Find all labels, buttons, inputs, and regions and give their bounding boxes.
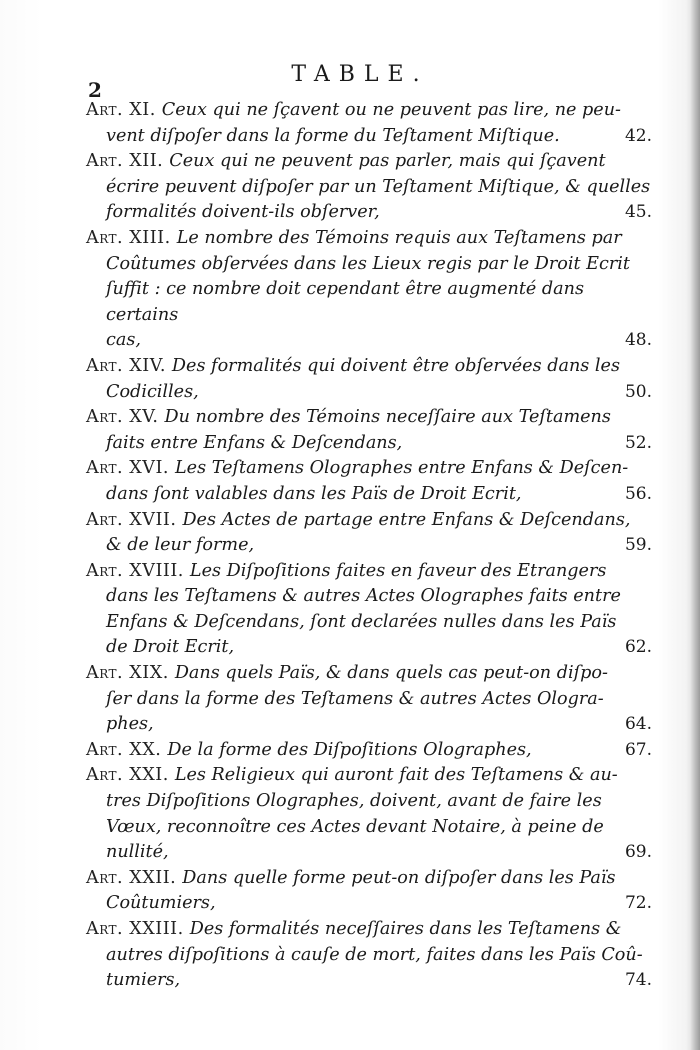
page-reference: 48. — [624, 330, 652, 351]
toc-entry — [86, 738, 652, 764]
entry-text: formalités doivent-ils obſerver, — [106, 202, 380, 223]
page-reference: 50. — [624, 381, 652, 402]
toc-entry — [86, 98, 652, 149]
article-number: Art. XI. — [86, 100, 156, 120]
toc-entry — [86, 354, 652, 405]
toc-entry-line — [86, 380, 652, 406]
table-of-contents — [86, 98, 652, 994]
page-number: 2 — [88, 78, 102, 102]
entry-text: Du nombre des Témoins neceſſaire aux Teſtamens — [164, 407, 611, 428]
article-number: Art. XVIII. — [86, 560, 184, 581]
page-reference: 74. — [624, 970, 652, 991]
entry-text: dans ſont valables dans les Païs de Droit Ecrit, — [106, 483, 522, 504]
entry-text: faits entre Enfans & Deſcendans, — [106, 432, 403, 453]
page-reference: 45. — [624, 202, 652, 223]
toc-entry-line — [86, 533, 652, 559]
entry-text: Les Diſpoſitions faites en faveur des Etrangers — [189, 560, 607, 581]
toc-entry-line — [86, 763, 652, 789]
page-reference: 42. — [624, 125, 652, 146]
article-number: Art. XVII. — [86, 509, 177, 530]
entry-text: Codicilles, — [106, 381, 199, 402]
entry-text: dans les Teſtamens & autres Actes Olographes faits entre — [106, 586, 621, 607]
toc-entry-line — [86, 891, 652, 917]
toc-entry — [86, 559, 652, 661]
entry-text: Ceux qui ne ſçavent ou ne peuvent pas lire, ne peu- — [161, 100, 621, 120]
entry-text: phes, — [106, 714, 154, 735]
toc-entry-line — [86, 584, 652, 610]
toc-entry-line — [86, 200, 652, 226]
toc-entry — [86, 917, 652, 994]
toc-entry-line — [86, 610, 652, 636]
toc-entry-line — [86, 226, 652, 252]
entry-text: ſuffit : ce nombre doit cependant être augmenté dans certains — [106, 279, 585, 325]
toc-entry — [86, 226, 652, 354]
article-number: Art. XXI. — [86, 765, 169, 786]
article-number: Art. XIX. — [86, 663, 169, 684]
toc-entry-line — [86, 917, 652, 943]
toc-entry-line — [86, 328, 652, 354]
entry-text: Des formalités qui doivent être obſervées dans les — [171, 355, 620, 376]
toc-entry — [86, 866, 652, 917]
article-number: Art. XIV. — [86, 355, 166, 376]
toc-entry — [86, 661, 652, 738]
entry-text: tres Diſpoſitions Olographes, doivent, avant de faire les — [106, 791, 602, 812]
entry-text: Coûtumiers, — [106, 893, 216, 914]
toc-entry — [86, 149, 652, 226]
entry-text: Coûtumes obſervées dans les Lieux regis par le Droit Ecrit — [106, 253, 630, 274]
toc-entry-line — [86, 815, 652, 841]
entry-text: Ceux qui ne peuvent pas parler, mais qui ſçavent — [169, 151, 606, 172]
article-number: Art. XV. — [86, 407, 159, 428]
toc-entry-line — [86, 738, 652, 764]
page-reference: 72. — [624, 893, 652, 914]
toc-entry-line — [86, 866, 652, 892]
binding-shadow — [690, 0, 700, 1050]
toc-entry-line — [86, 98, 652, 124]
entry-text: nullité, — [106, 842, 169, 863]
toc-entry-line — [86, 124, 652, 150]
entry-text: écrire peuvent diſpoſer par un Teſtament Miſtique, & quelles — [106, 176, 651, 197]
article-number: Art. XII. — [86, 151, 164, 172]
toc-entry-line — [86, 661, 652, 687]
page-reference: 67. — [624, 739, 652, 760]
toc-entry-line — [86, 687, 652, 713]
entry-text: Dans quelle forme peut-on diſpoſer dans les Païs — [182, 867, 616, 888]
toc-entry — [86, 763, 652, 865]
entry-text: Enfans & Deſcendans, ſont declarées nulles dans les Païs — [106, 611, 617, 632]
toc-entry-line — [86, 508, 652, 534]
page-reference: 69. — [624, 842, 652, 863]
page-reference: 64. — [624, 714, 652, 735]
page-reference: 59. — [624, 535, 652, 556]
entry-text: Les Religieux qui auront fait des Teſtamens & au- — [174, 765, 618, 786]
entry-text: vent diſpoſer dans la forme du Teſtament Miſtique. — [106, 125, 560, 146]
entry-text: Dans quels Païs, & dans quels cas peut-on diſpo- — [174, 663, 608, 684]
entry-text: Vœux, reconnoître ces Actes devant Notaire, à peine de — [106, 816, 604, 837]
toc-entry-line — [86, 559, 652, 585]
toc-entry-line — [86, 252, 652, 278]
article-number: Art. XXII. — [86, 867, 177, 888]
running-title: TABLE. — [291, 62, 429, 87]
page-reference: 56. — [624, 483, 652, 504]
entry-text: Les Teſtamens Olographes entre Enfans & Deſcen- — [175, 458, 629, 479]
entry-text: Des formalités neceſſaires dans les Teſtamens & — [189, 919, 622, 939]
toc-entry-line — [86, 149, 652, 175]
toc-entry-line — [86, 943, 652, 969]
entry-text: de Droit Ecrit, — [106, 637, 235, 658]
toc-entry-line — [86, 482, 652, 508]
entry-text: cas, — [106, 330, 141, 351]
toc-entry-line — [86, 840, 652, 866]
toc-entry-line — [86, 712, 652, 738]
toc-entry-line — [86, 968, 652, 994]
toc-entry — [86, 456, 652, 507]
article-number: Art. XXIII. — [86, 919, 184, 939]
entry-text: Le nombre des Témoins requis aux Teſtamens par — [176, 227, 622, 248]
page-reference: 52. — [624, 432, 652, 453]
toc-entry-line — [86, 277, 652, 328]
entry-text: tumiers, — [106, 970, 181, 991]
entry-text: ſer dans la forme des Teſtamens & autres Actes Ologra- — [106, 688, 604, 709]
page-reference: 62. — [624, 637, 652, 658]
article-number: Art. XIII. — [86, 227, 171, 248]
entry-text: Des Actes de partage entre Enfans & Deſcendans, — [182, 509, 631, 530]
entry-text: autres diſpoſitions à cauſe de mort, faites dans les Païs Coû- — [106, 944, 643, 965]
toc-entry-line — [86, 175, 652, 201]
toc-entry-line — [86, 789, 652, 815]
toc-entry-line — [86, 635, 652, 661]
toc-entry — [86, 405, 652, 456]
toc-entry-line — [86, 431, 652, 457]
article-number: Art. XVI. — [86, 458, 169, 479]
toc-entry — [86, 508, 652, 559]
article-number: Art. XX. — [86, 739, 162, 760]
entry-text: & de leur forme, — [106, 535, 255, 556]
toc-entry-line — [86, 456, 652, 482]
toc-entry-line — [86, 354, 652, 380]
toc-entry-line — [86, 405, 652, 431]
entry-text: De la forme des Diſpoſitions Olographes, — [167, 739, 532, 760]
